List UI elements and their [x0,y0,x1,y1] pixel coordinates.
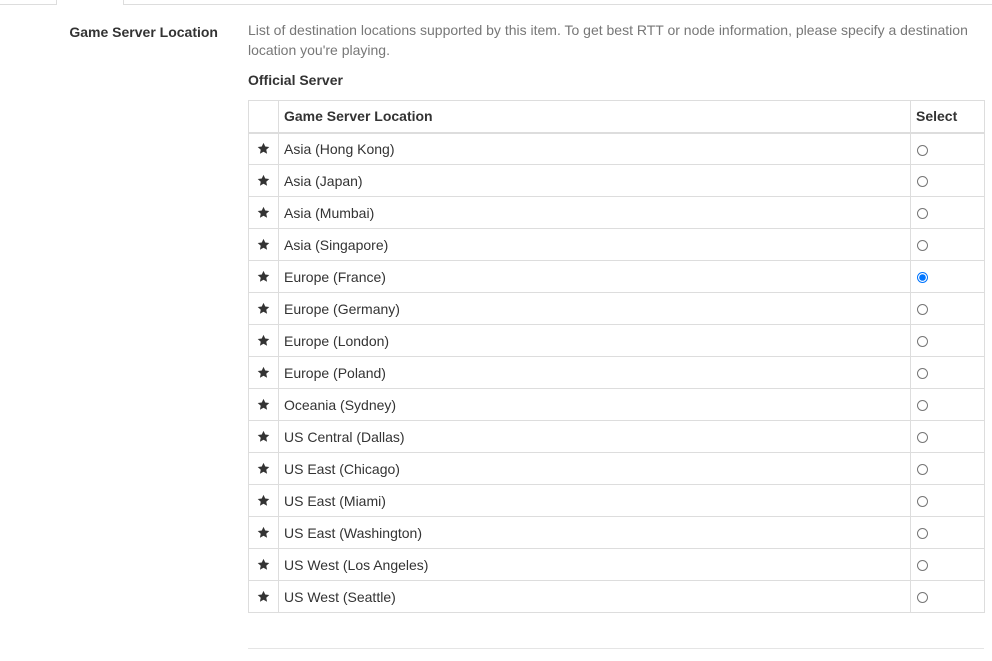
location-radio[interactable] [917,400,928,411]
table-row [249,165,985,197]
star-icon [257,238,270,251]
select-cell [911,485,985,517]
select-cell [911,389,985,421]
field-label: Game Server Location [69,24,218,40]
location-name: Europe (France) [279,261,911,293]
location-name: US West (Los Angeles) [279,549,911,581]
location-radio[interactable] [917,496,928,507]
star-icon [257,494,270,507]
header-location: Game Server Location [279,101,911,133]
star-cell [249,165,279,197]
location-name: Oceania (Sydney) [279,389,911,421]
star-icon [257,270,270,283]
table-row [249,197,985,229]
star-icon [257,206,270,219]
table-row [249,421,985,453]
star-icon [257,142,270,155]
table-row [249,517,985,549]
star-icon [257,334,270,347]
section-title: Official Server [248,72,343,88]
select-cell [911,133,985,165]
table-row [249,229,985,261]
table-header-row [249,101,985,133]
location-radio[interactable] [917,304,928,315]
star-icon [257,590,270,603]
star-cell [249,453,279,485]
select-cell [911,421,985,453]
location-radio[interactable] [917,528,928,539]
location-name: US West (Seattle) [279,581,911,613]
help-text: List of destination locations supported by this item. To get best RTT or node information, please specify a destination location you're playing. [248,22,968,58]
select-cell [911,197,985,229]
star-icon [257,558,270,571]
tab-previous[interactable] [0,0,56,5]
star-icon [257,398,270,411]
location-name: Asia (Japan) [279,165,911,197]
star-icon [257,366,270,379]
location-radio[interactable] [917,176,928,187]
star-cell [249,293,279,325]
star-cell [249,357,279,389]
location-name: Asia (Mumbai) [279,197,911,229]
select-cell [911,581,985,613]
location-radio[interactable] [917,464,928,475]
table-row [249,389,985,421]
star-cell [249,421,279,453]
select-cell [911,261,985,293]
location-radio[interactable] [917,592,928,603]
location-name: Europe (London) [279,325,911,357]
star-icon [257,462,270,475]
select-cell [911,293,985,325]
header-select: Select [911,101,985,133]
tab-strip [0,0,992,5]
location-name: US East (Miami) [279,485,911,517]
table-row [249,453,985,485]
star-icon [257,174,270,187]
field-body [248,20,984,613]
select-cell [911,549,985,581]
star-icon [257,526,270,539]
star-cell [249,549,279,581]
table-row [249,581,985,613]
star-cell [249,325,279,357]
location-radio[interactable] [917,208,928,219]
location-radio[interactable] [917,145,928,156]
star-icon [257,430,270,443]
select-cell [911,165,985,197]
location-radio[interactable] [917,336,928,347]
star-cell [249,485,279,517]
table-row [249,549,985,581]
location-radio[interactable] [917,560,928,571]
divider [248,648,984,649]
location-name: Europe (Poland) [279,357,911,389]
location-name: US East (Chicago) [279,453,911,485]
table-row [249,133,985,165]
star-icon [257,302,270,315]
select-cell [911,229,985,261]
location-radio[interactable] [917,368,928,379]
star-cell [249,197,279,229]
star-cell [249,389,279,421]
location-radio[interactable] [917,240,928,251]
table-row [249,485,985,517]
tab-active[interactable] [56,0,124,5]
location-radio[interactable] [917,272,928,283]
location-name: Europe (Germany) [279,293,911,325]
star-cell [249,229,279,261]
table-row [249,293,985,325]
table-row [249,261,985,293]
location-name: Asia (Singapore) [279,229,911,261]
location-name: US East (Washington) [279,517,911,549]
header-icon-column [249,101,279,133]
select-cell [911,357,985,389]
location-name: US Central (Dallas) [279,421,911,453]
table-body [249,133,985,613]
location-radio[interactable] [917,432,928,443]
star-cell [249,133,279,165]
table-row [249,357,985,389]
select-cell [911,325,985,357]
location-name: Asia (Hong Kong) [279,133,911,165]
server-location-table [248,100,985,613]
select-cell [911,517,985,549]
star-cell [249,581,279,613]
star-cell [249,261,279,293]
table-row [249,325,985,357]
star-cell [249,517,279,549]
select-cell [911,453,985,485]
